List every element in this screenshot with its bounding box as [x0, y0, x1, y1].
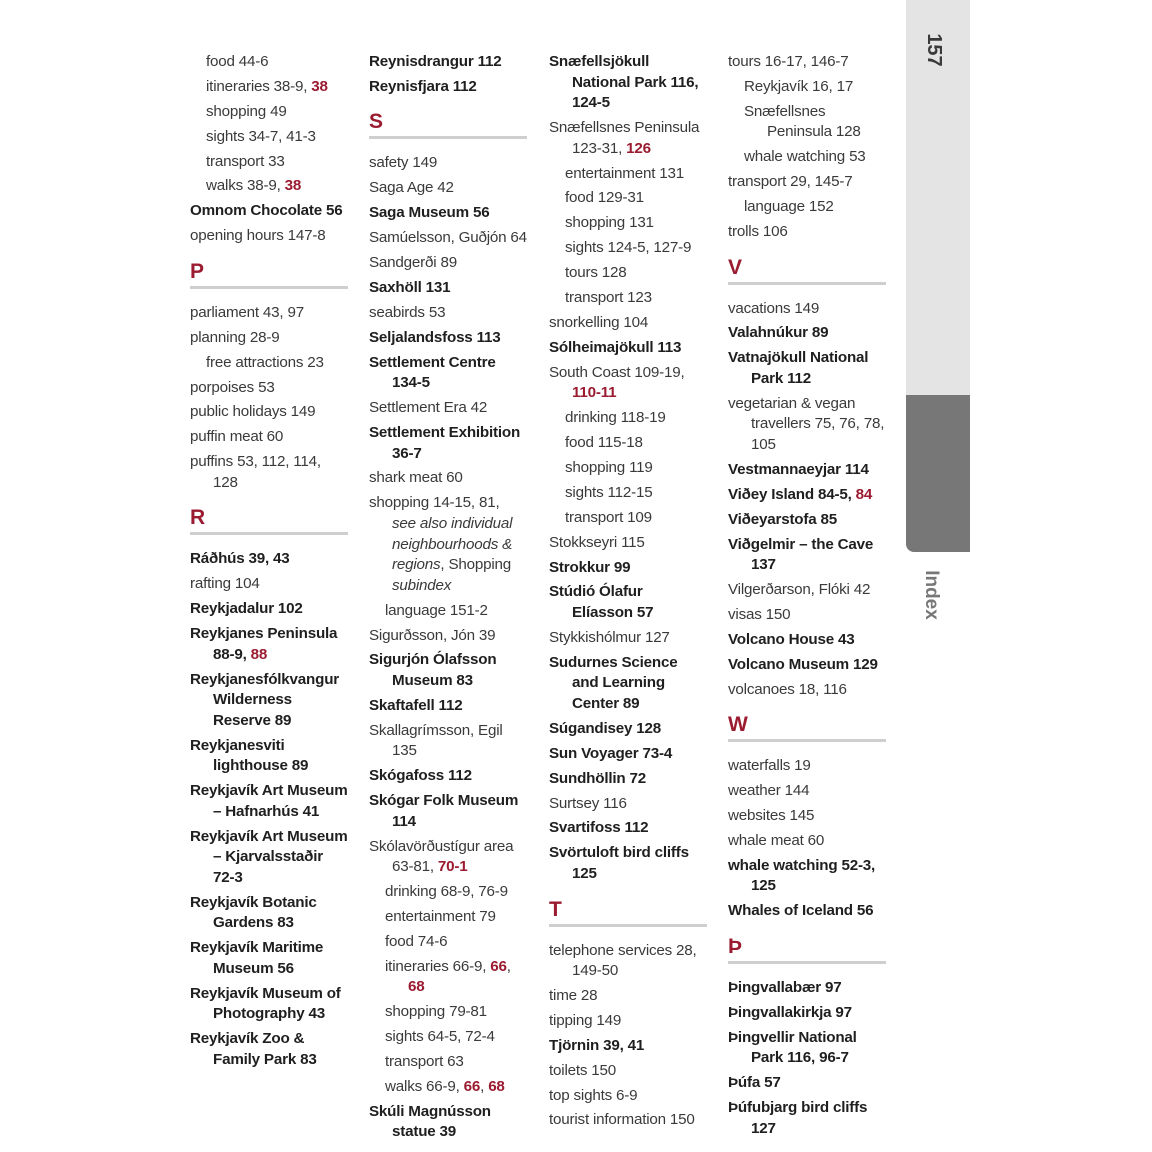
index-entry: [190, 328, 348, 349]
index-entry: [190, 226, 348, 247]
index-entry: [369, 398, 527, 419]
index-entry: [369, 1052, 527, 1073]
index-entry: [369, 328, 527, 349]
index-entry: [369, 178, 527, 199]
index-entry: [369, 882, 527, 903]
entry-text: Reynisdrangur 112: [369, 53, 502, 70]
entry-text: tours 16-17, 146-7: [728, 53, 849, 70]
entry-text: Stykkishólmur 127: [549, 628, 670, 646]
index-entry: [190, 303, 348, 324]
index-entry: [549, 263, 707, 284]
entry-text: whale watching 53: [744, 148, 866, 166]
entry-text: volcanoes 18, 116: [728, 680, 847, 698]
index-entry: [728, 655, 886, 676]
entry-text: Svörtuloft bird cliffs 125: [549, 844, 689, 882]
index-entry: [190, 736, 348, 777]
entry-text: Skógar Folk Museum 114: [369, 792, 519, 830]
entry-text: Omnom Chocolate 56: [190, 202, 343, 220]
index-entry: [728, 323, 886, 344]
entry-text: Seljalandsfoss 113: [369, 328, 501, 346]
map-page-ref: 88: [250, 645, 268, 663]
entry-text: time 28: [549, 986, 598, 1004]
index-entry: [190, 624, 348, 665]
entry-text: entertainment 131: [565, 164, 685, 182]
index-entry: [549, 582, 707, 623]
entry-text: Viðey Island 84-5,: [728, 485, 856, 503]
section-label: Index: [921, 570, 942, 620]
index-entry: [728, 299, 886, 320]
entry-text: planning 28-9: [190, 328, 280, 346]
index-entry: [190, 402, 348, 423]
entry-text: Settlement Exhibition 36-7: [369, 423, 521, 462]
map-page-ref: 66: [463, 1077, 481, 1095]
index-entry: [549, 653, 707, 715]
entry-text: Svartifoss 112: [549, 819, 649, 837]
entry-text: vacations 149: [728, 299, 820, 317]
index-entry: [549, 164, 707, 185]
map-page-ref: 70-1: [437, 858, 468, 876]
entry-text: Reykjavík Maritime Museum 56: [190, 939, 324, 977]
entry-text: Skólavörðustígur area 63-81,: [369, 837, 514, 876]
index-entry: [549, 1036, 707, 1057]
entry-text: shopping 14-15, 81,: [369, 494, 500, 512]
entry-text: drinking 68-9, 76-9: [385, 883, 508, 901]
index-entry: [190, 599, 348, 620]
entry-text: Whales of Iceland 56: [728, 902, 874, 920]
entry-text: whale meat 60: [728, 831, 825, 849]
entry-text: itineraries 38-9,: [206, 77, 312, 95]
letter-heading: P: [190, 261, 348, 289]
entry-text: Sigurðsson, Jón 39: [369, 626, 496, 644]
entry-text: websites 145: [728, 806, 815, 824]
entry-text: Stúdió Ólafur Elíasson 57: [549, 583, 654, 621]
entry-text: Settlement Era 42: [369, 399, 488, 417]
index-entry: [190, 77, 348, 98]
entry-text: Viðeyarstofa 85: [728, 510, 838, 528]
entry-text: sights 112-15: [565, 483, 653, 501]
entry-text: Ráðhús 39, 43: [190, 550, 290, 568]
entry-text: sights 124-5, 127-9: [565, 239, 692, 257]
index-entry: [369, 766, 527, 787]
entry-text: Reykjavík Zoo & Family Park 83: [190, 1030, 317, 1068]
entry-text: porpoises 53: [190, 378, 275, 396]
entry-text: ,: [480, 1077, 489, 1095]
entry-text: food 115-18: [565, 434, 643, 452]
entry-text: Saga Museum 56: [369, 204, 490, 222]
index-entry: [549, 818, 707, 839]
index-entry: [369, 837, 527, 878]
entry-text: Sólheimajökull 113: [549, 338, 682, 356]
index-entry: [549, 1061, 707, 1082]
index-entry: [549, 458, 707, 479]
index-entry: [190, 452, 348, 493]
entry-text: Surtsey 116: [549, 794, 627, 812]
entry-text: Vestmannaeyjar 114: [728, 460, 869, 478]
index-entry: [190, 127, 348, 148]
entry-text: Sundhöllin 72: [549, 769, 646, 787]
entry-text: food 74-6: [385, 932, 448, 950]
index-entry: [549, 628, 707, 649]
map-page-ref: 126: [626, 139, 651, 157]
index-entry: [728, 605, 886, 626]
index-entry: [728, 901, 886, 922]
entry-text: Snæfellsnes Peninsula 123-31,: [549, 119, 700, 157]
entry-text: drinking 118-19: [565, 409, 666, 427]
map-page-ref: 38: [284, 177, 302, 195]
entry-text: , Shopping: [440, 556, 512, 574]
entry-text: Reykjavík Art Museum – Kjarvalsstaðir 72-3: [190, 827, 348, 886]
index-entry: [549, 558, 707, 579]
map-page-ref: 66: [490, 957, 507, 975]
letter-heading: T: [549, 899, 707, 927]
index-entry: [369, 253, 527, 274]
index-entry: [728, 197, 886, 218]
entry-text: vegetarian & vegan travellers 75, 76, 78, 105: [728, 394, 885, 453]
entry-text: Sudurnes Science and Learning Center 89: [549, 653, 678, 712]
entry-text: Volcano Museum 129: [728, 655, 878, 673]
entry-text: Skúli Magnússon statue 39: [369, 1102, 491, 1141]
entry-text: Tjörnin 39, 41: [549, 1036, 645, 1054]
index-entry: [549, 794, 707, 815]
index-entry: [369, 791, 527, 832]
cross-reference: subindex: [392, 576, 452, 594]
index-entry: [728, 806, 886, 827]
map-page-ref: 84: [855, 485, 873, 503]
index-entry: [190, 353, 348, 374]
entry-text: sights 34-7, 41-3: [206, 127, 316, 145]
entry-text: Saxhöll 131: [369, 278, 451, 296]
entry-text: Þingvallakirkja 97: [728, 1003, 852, 1021]
index-entry: [728, 52, 886, 73]
entry-text: Settlement Centre 134-5: [369, 353, 496, 392]
entry-text: seabirds 53: [369, 303, 446, 321]
index-entry: [549, 719, 707, 740]
index-entry: [369, 1102, 527, 1143]
entry-text: puffins 53, 112, 114, 128: [190, 453, 321, 491]
entry-text: language 151-2: [385, 601, 488, 619]
entry-text: weather 144: [728, 782, 810, 800]
entry-text: tourist information 150: [549, 1111, 695, 1129]
entry-text: itineraries 66-9,: [385, 957, 491, 975]
index-entry: [728, 756, 886, 777]
index-entry: [549, 769, 707, 790]
entry-text: top sights 6-9: [549, 1086, 638, 1104]
index-entry: [728, 485, 886, 506]
index-entry: [549, 288, 707, 309]
entry-text: snorkelling 104: [549, 313, 649, 331]
entry-text: Reykjavík Art Museum – Hafnarhús 41: [190, 782, 348, 820]
index-entry: [190, 827, 348, 889]
index-entry: [369, 696, 527, 717]
entry-text: Þingvallabær 97: [728, 978, 842, 996]
entry-text: transport 63: [385, 1053, 464, 1071]
cross-reference: see also individual neighbourhoods & regions: [392, 514, 513, 574]
map-page-ref: 38: [311, 77, 328, 95]
index-entry: [369, 423, 527, 464]
entry-text: tipping 149: [549, 1011, 622, 1029]
entry-text: transport 123: [565, 289, 652, 307]
index-entry: [549, 188, 707, 209]
index-column-4: [728, 52, 886, 1143]
entry-text: shopping 119: [565, 458, 653, 476]
entry-text: visas 150: [728, 605, 791, 623]
index-entry: [728, 348, 886, 389]
index-entry: [728, 856, 886, 897]
entry-text: Reykjavík Botanic Gardens 83: [190, 893, 317, 932]
index-entry: [549, 483, 707, 504]
index-entry: [190, 176, 348, 197]
index-entry: [549, 433, 707, 454]
index-entry: [369, 1002, 527, 1023]
index-entry: [728, 394, 886, 456]
entry-text: Samúelsson, Guðjón 64: [369, 229, 527, 247]
index-entry: [728, 630, 886, 651]
index-entry: [549, 238, 707, 259]
entry-text: Reykjanesviti lighthouse 89: [190, 736, 309, 775]
index-entry: [728, 1028, 886, 1069]
entry-text: Reykjadalur 102: [190, 600, 303, 618]
index-entry: [190, 52, 348, 73]
entry-text: Þúfubjarg bird cliffs 127: [728, 1098, 868, 1137]
index-entry: [728, 172, 886, 193]
index-entry: [190, 938, 348, 979]
entry-text: Súgandisey 128: [549, 719, 662, 737]
entry-text: Strokkur 99: [549, 558, 631, 576]
index-entry: [549, 338, 707, 359]
index-entry: [549, 533, 707, 554]
index-entry: [728, 102, 886, 143]
index-entry: [369, 907, 527, 928]
entry-text: Snæfellsnes Peninsula 128: [744, 102, 861, 141]
index-entry: [190, 152, 348, 173]
index-entry: [728, 1073, 886, 1094]
index-entry: [369, 153, 527, 174]
entry-text: Vatnajökull National Park 112: [728, 349, 869, 387]
index-entry: [728, 680, 886, 701]
index-entry: [369, 601, 527, 622]
map-page-ref: 110-11: [572, 384, 617, 402]
index-entry: [549, 941, 707, 982]
entry-text: Vilgerðarson, Flóki 42: [728, 581, 871, 599]
entry-text: Saga Age 42: [369, 179, 454, 197]
index-entry: [369, 650, 527, 691]
entry-text: Reykjanesfólkvangur Wilderness Reserve 89: [190, 670, 339, 729]
entry-text: Snæfellsjökull National Park 116, 124-5: [549, 53, 699, 112]
entry-text: Skallagrímsson, Egil 135: [369, 721, 503, 760]
index-entry: [190, 893, 348, 934]
index-entry: [190, 781, 348, 822]
entry-text: Reykjanes Peninsula 88-9,: [190, 625, 338, 663]
entry-text: ,: [506, 957, 511, 975]
entry-text: Sun Voyager 73-4: [549, 744, 673, 762]
index-entry: [369, 1027, 527, 1048]
index-entry: [369, 957, 527, 998]
entry-text: public holidays 149: [190, 403, 316, 421]
entry-text: food 129-31: [565, 189, 644, 207]
index-entry: [549, 986, 707, 1007]
entry-text: transport 29, 145-7: [728, 173, 853, 191]
index-entry: [369, 493, 527, 596]
entry-text: Reynisfjara 112: [369, 77, 477, 95]
index-entry: [549, 408, 707, 429]
map-page-ref: 68: [488, 1077, 505, 1095]
index-entry: [728, 1098, 886, 1139]
index-entry: [190, 102, 348, 123]
entry-text: Volcano House 43: [728, 630, 855, 648]
entry-text: Reykjavík Museum of Photography 43: [190, 984, 341, 1023]
entry-text: Sigurjón Ólafsson Museum 83: [369, 651, 497, 689]
index-entry: [728, 978, 886, 999]
index-entry: [369, 468, 527, 489]
index-entry: [728, 831, 886, 852]
index-entry: [190, 378, 348, 399]
index-entry: [728, 77, 886, 98]
entry-text: walks 38-9,: [206, 177, 285, 195]
entry-text: Þúfa 57: [728, 1074, 781, 1092]
letter-heading: W: [728, 714, 886, 742]
map-page-ref: 68: [408, 978, 425, 996]
index-entry: [728, 460, 886, 481]
entry-text: opening hours 147-8: [190, 227, 326, 245]
index-entry: [728, 1003, 886, 1024]
entry-text: Þingvellir National Park 116, 96-7: [728, 1028, 857, 1067]
index-entry: [190, 201, 348, 222]
entry-text: whale watching 52-3, 125: [728, 856, 876, 895]
index-entry: [369, 228, 527, 249]
index-column-1: [190, 52, 348, 1075]
index-entry: [369, 52, 527, 73]
index-entry: [549, 508, 707, 529]
entry-text: puffin meat 60: [190, 428, 284, 446]
index-entry: [728, 222, 886, 243]
index-entry: [369, 932, 527, 953]
side-tab-lower: [906, 395, 970, 552]
letter-heading: S: [369, 111, 527, 139]
entry-text: walks 66-9,: [385, 1077, 464, 1095]
index-entry: [369, 203, 527, 224]
entry-text: South Coast 109-19,: [549, 363, 685, 381]
entry-text: parliament 43, 97: [190, 303, 304, 321]
entry-text: shopping 79-81: [385, 1003, 487, 1021]
index-entry: [549, 1110, 707, 1131]
index-entry: [728, 535, 886, 576]
index-entry: [190, 574, 348, 595]
entry-text: shopping 131: [565, 214, 654, 232]
entry-text: Sandgerði 89: [369, 254, 457, 272]
entry-text: language 152: [744, 198, 834, 216]
index-entry: [369, 278, 527, 299]
entry-text: Valahnúkur 89: [728, 324, 829, 342]
entry-text: trolls 106: [728, 222, 788, 240]
index-entry: [549, 1011, 707, 1032]
entry-text: shopping 49: [206, 102, 287, 120]
index-entry: [369, 721, 527, 762]
letter-heading: R: [190, 507, 348, 535]
index-entry: [728, 781, 886, 802]
page-number: 157: [923, 33, 945, 67]
index-entry: [190, 549, 348, 570]
entry-text: transport 33: [206, 152, 285, 170]
index-entry: [549, 363, 707, 404]
index-entry: [728, 510, 886, 531]
index-entry: [549, 843, 707, 884]
index-entry: [728, 580, 886, 601]
entry-text: Viðgelmir – the Cave 137: [728, 535, 874, 574]
index-entry: [369, 1077, 527, 1098]
index-entry: [369, 77, 527, 98]
index-entry: [549, 52, 707, 114]
letter-heading: V: [728, 257, 886, 285]
entry-text: sights 64-5, 72-4: [385, 1028, 495, 1046]
index-entry: [369, 626, 527, 647]
entry-text: rafting 104: [190, 575, 260, 593]
index-entry: [369, 303, 527, 324]
entry-text: Skógafoss 112: [369, 767, 472, 785]
index-entry: [369, 353, 527, 394]
index-entry: [549, 118, 707, 159]
letter-heading: Þ: [728, 936, 886, 964]
index-column-2: [369, 52, 527, 1147]
entry-text: Skaftafell 112: [369, 696, 463, 714]
entry-text: safety 149: [369, 154, 438, 172]
index-column-3: [549, 52, 707, 1135]
index-entry: [728, 147, 886, 168]
index-entry: [190, 1029, 348, 1070]
entry-text: food 44-6: [206, 53, 269, 70]
index-entry: [190, 427, 348, 448]
entry-text: waterfalls 19: [728, 757, 811, 775]
index-entry: [549, 744, 707, 765]
entry-text: entertainment 79: [385, 908, 496, 926]
entry-text: telephone services 28, 149-50: [549, 941, 697, 980]
entry-text: Stokkseyri 115: [549, 533, 645, 551]
entry-text: toilets 150: [549, 1061, 617, 1079]
index-entry: [549, 1086, 707, 1107]
entry-text: Reykjavík 16, 17: [744, 77, 854, 95]
index-entry: [549, 313, 707, 334]
entry-text: tours 128: [565, 264, 627, 282]
entry-text: transport 109: [565, 508, 652, 526]
index-entry: [190, 670, 348, 732]
entry-text: free attractions 23: [206, 353, 324, 371]
entry-text: shark meat 60: [369, 469, 463, 487]
index-entry: [549, 213, 707, 234]
index-entry: [190, 984, 348, 1025]
